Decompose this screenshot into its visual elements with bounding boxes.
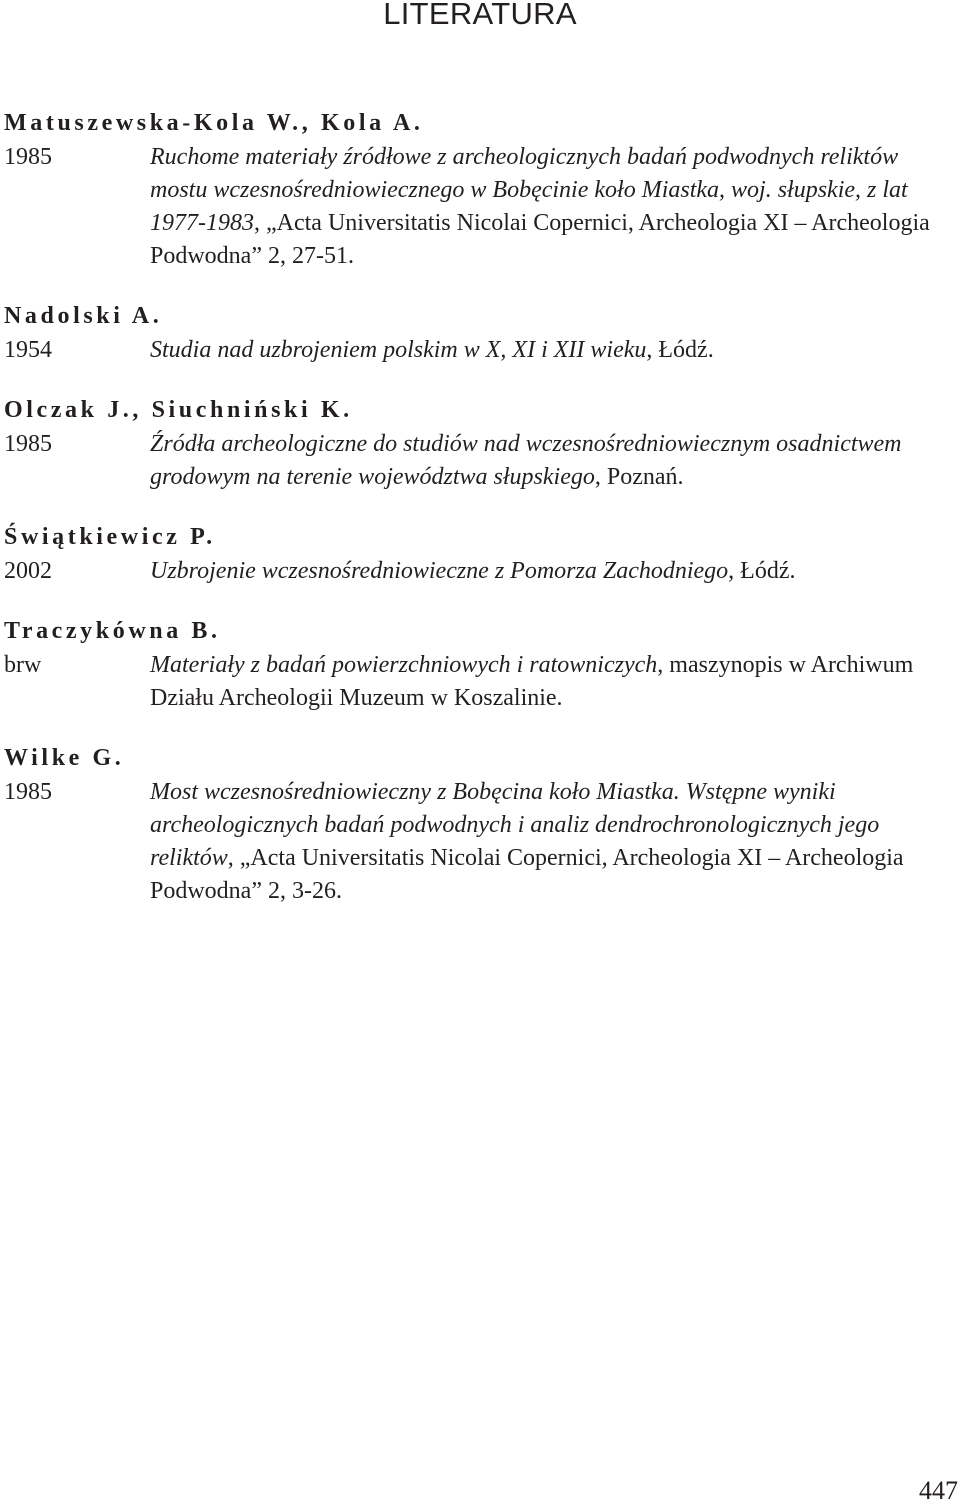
entry-year: brw	[4, 652, 42, 678]
entry-author: Matuszewska-Kola W., Kola A.	[4, 110, 424, 136]
entry-details: , „Acta Universitatis Nicolai Copernici, Archeologia XI – Archeologia Podwodna” 2, 27-51.	[150, 210, 930, 269]
entry-title: Materiały z badań powierzchniowych i ratowniczych	[150, 652, 658, 678]
entry-reference	[150, 776, 960, 908]
entry-year: 1985	[4, 431, 52, 457]
entry-work	[4, 649, 960, 715]
bibliography-entry	[4, 741, 960, 908]
entry-title: Ruchome materiały źródłowe z archeologicznych badań podwodnych reliktów mostu wczesnośredniowiecznego w Bobęcinie koło Miastka, woj. słupskie, z lat 1977-1983	[150, 144, 908, 236]
entry-reference	[150, 334, 960, 367]
entry-work	[4, 428, 960, 494]
page-number: 447	[919, 1476, 958, 1505]
entry-year: 1985	[4, 144, 52, 170]
entry-title: Uzbrojenie wczesnośredniowieczne z Pomorza Zachodniego	[150, 558, 729, 584]
entry-details: , Poznań.	[594, 464, 684, 490]
entry-year: 1954	[4, 337, 52, 363]
entry-details: , Łódź.	[646, 337, 714, 363]
entry-year: 1985	[4, 779, 52, 805]
bibliography-entry	[4, 106, 960, 273]
entry-author: Świątkiewicz P.	[4, 524, 216, 550]
entry-details: , „Acta Universitatis Nicolai Copernici, Archeologia XI – Archeologia Podwodna” 2, 3-26.	[150, 845, 904, 904]
entry-work	[4, 334, 960, 367]
bibliography-entry	[4, 520, 960, 588]
entry-reference	[150, 649, 960, 715]
entry-reference	[150, 555, 960, 588]
entry-title: Most wczesnośredniowieczny z Bobęcina koło Miastka. Wstępne wyniki archeologicznych badań podwodnych i analiz dendrochronologicznych jego reliktów	[150, 779, 880, 871]
entry-title: Studia nad uzbrojeniem polskim w X, XI i XII wieku	[150, 337, 647, 363]
entry-author: Traczykówna B.	[4, 618, 221, 644]
bibliography-list	[4, 106, 960, 934]
entry-author: Nadolski A.	[4, 303, 163, 329]
bibliography-entry	[4, 393, 960, 494]
entry-details: , Łódź.	[728, 558, 796, 584]
entry-work	[4, 141, 960, 273]
entry-reference	[150, 428, 960, 494]
entry-work	[4, 555, 960, 588]
entry-work	[4, 776, 960, 908]
entry-author: Olczak J., Siuchniński K.	[4, 397, 353, 423]
entry-reference	[150, 141, 960, 273]
page-title: LITERATURA	[383, 0, 577, 31]
bibliography-entry	[4, 614, 960, 715]
bibliography-entry	[4, 299, 960, 367]
entry-year: 2002	[4, 558, 52, 584]
entry-title: Źródła archeologiczne do studiów nad wczesnośredniowiecznym osadnictwem grodowym na terenie województwa słupskiego	[150, 431, 902, 490]
entry-author: Wilke G.	[4, 745, 125, 771]
entry-details: , maszynopis w Archiwum Działu Archeologii Muzeum w Koszalinie.	[150, 652, 914, 711]
